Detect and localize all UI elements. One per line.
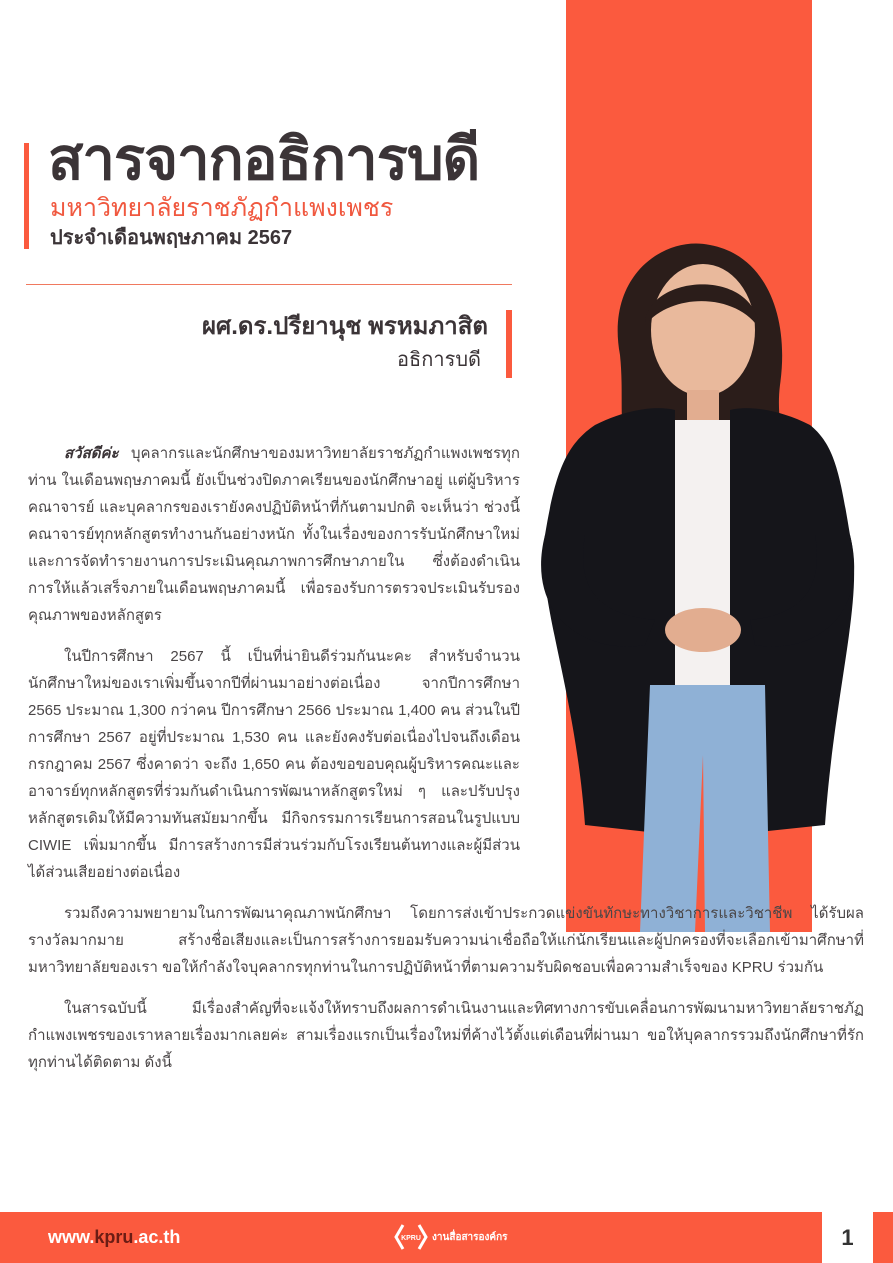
paragraph-2-text: ในปีการศึกษา 2567 นี้ เป็นที่น่ายินดีร่วมกันนะคะ สำหรับจำนวนนักศึกษาใหม่ของเราเพิ่มขึ้นจากปีที่ผ่านมาอย่างต่อเนื่อง จากปีการศึกษา 2565 ประมาณ 1,300 กว่าคน ปีการศึกษา 2566 ประมาณ 1,400 คน ส่วนในปีการศึกษา 2567 อยู่ที่ประมาณ 1,530 คน และยังคงรับต่อเนื่องไปจนถึงเดือนกรกฎาคม 2567 ซึ่งคาดว่า จะถึง 1,650 คน ต้องขอขอบคุณผู้บริหารคณะและอาจารย์ทุกหลักสูตรที่ร่วมกันดำเนินการพัฒนาหลักสูตรใหม่ ๆ และปรับปรุงหลักสูตรเดิมให้มีความทันสมัยมากขึ้น มีกิจกรรมการเรียนการสอนในรูปแบบ CIWIE เพิ่มมากขึ้น มีการสร้างการมีส่วนร่วมกับโรงเรียนต้นทางและผู้มีส่วนได้ส่วนเสียอย่างต่อเนื่อง — [28, 648, 520, 881]
logo-mark: KPRU — [401, 1235, 421, 1242]
website-link[interactable] — [48, 1226, 180, 1248]
paragraph-4-text: ในสารฉบับนี้ มีเรื่องสำคัญที่จะแจ้งให้ทราบถึงผลการดำเนินงานและทิศทางการขับเคลื่อนการพัฒนามหาวิทยาลัยราชภัฏกำแพงเพชรของเราหลายเรื่องมากเลยค่ะ สามเรื่องแรกเป็นเรื่องใหม่ที่ค้างไว้ตั้งแต่เดือนที่ผ่านมา ขอให้บุคลากรรวมถึงนักศึกษาที่รักทุกท่านได้ติดตาม ดังนี้ — [28, 1000, 864, 1071]
footer-bar — [0, 1212, 822, 1263]
signature-accent-bar — [506, 310, 512, 378]
footer-accent-strip — [873, 1212, 893, 1263]
url-brand: kpru — [94, 1227, 134, 1247]
header-divider — [26, 284, 512, 285]
corporate-communication-logo — [394, 1223, 508, 1251]
paragraph-3-text: รวมถึงความพยายามในการพัฒนาคุณภาพนักศึกษา โดยการส่งเข้าประกวดแข่งขันทักษะทางวิชาการและวิชาชีพ ได้รับผลรางวัลมากมาย สร้างชื่อเสียงและเป็นการสร้างการยอมรับความน่าเชื่อถือให้แก่นักเรียนและผู้ปกครองที่จะเลือกเข้ามาศึกษาที่มหาวิทยาลัยของเรา ขอให้กำลังใจบุคลากรทุกท่านในการปฏิบัติหน้าที่ตามความรับผิดชอบเพื่อความสำเร็จของ KPRU ร่วมกัน — [28, 905, 864, 976]
paragraph-3 — [28, 900, 864, 981]
issue-date: ประจำเดือนพฤษภาคม 2567 — [50, 227, 293, 249]
paragraph-2 — [28, 643, 520, 886]
paragraph-1 — [28, 440, 520, 629]
kpru-logo-icon — [394, 1223, 428, 1251]
greeting: สวัสดีค่ะ — [64, 445, 119, 462]
page-number: 1 — [822, 1212, 873, 1263]
paragraph-1-text: บุคลากรและนักศึกษาของมหาวิทยาลัยราชภัฏกำแพงเพชรทุกท่าน ในเดือนพฤษภาคมนี้ ยังเป็นช่วงปิดภาคเรียนของนักศึกษาอยู่ แต่ผู้บริหาร คณาจารย์ และบุคลากรของเรายังคงปฏิบัติหน้าที่กันตามปกติ จะเห็นว่า ช่วงนี้คณาจารย์ทุกหลักสูตรทำงานกันอย่างหนัก ทั้งในเรื่องของการรับนักศึกษาใหม่และการจัดทำรายงานการประเมินคุณภาพการศึกษาภายใน ซึ่งต้องดำเนินการให้แล้วเสร็จภายในเดือนพฤษภาคมนี้ เพื่อรองรับการตรวจประเมินรับรองคุณภาพของหลักสูตร — [28, 445, 520, 624]
paragraph-4 — [28, 995, 864, 1076]
president-name: ผศ.ดร.ปรียานุช พรหมภาสิต — [201, 313, 488, 340]
letter-body — [28, 440, 864, 1090]
university-name: มหาวิทยาลัยราชภัฏกำแพงเพชร — [50, 194, 394, 222]
logo-text: งานสื่อสารองค์กร — [432, 1231, 508, 1243]
url-suffix: .ac.th — [133, 1227, 181, 1247]
president-role: อธิการบดี — [397, 349, 481, 371]
page-title: สารจากอธิการบดี — [48, 127, 480, 192]
title-accent-bar — [24, 143, 29, 249]
url-prefix: www. — [48, 1227, 95, 1247]
